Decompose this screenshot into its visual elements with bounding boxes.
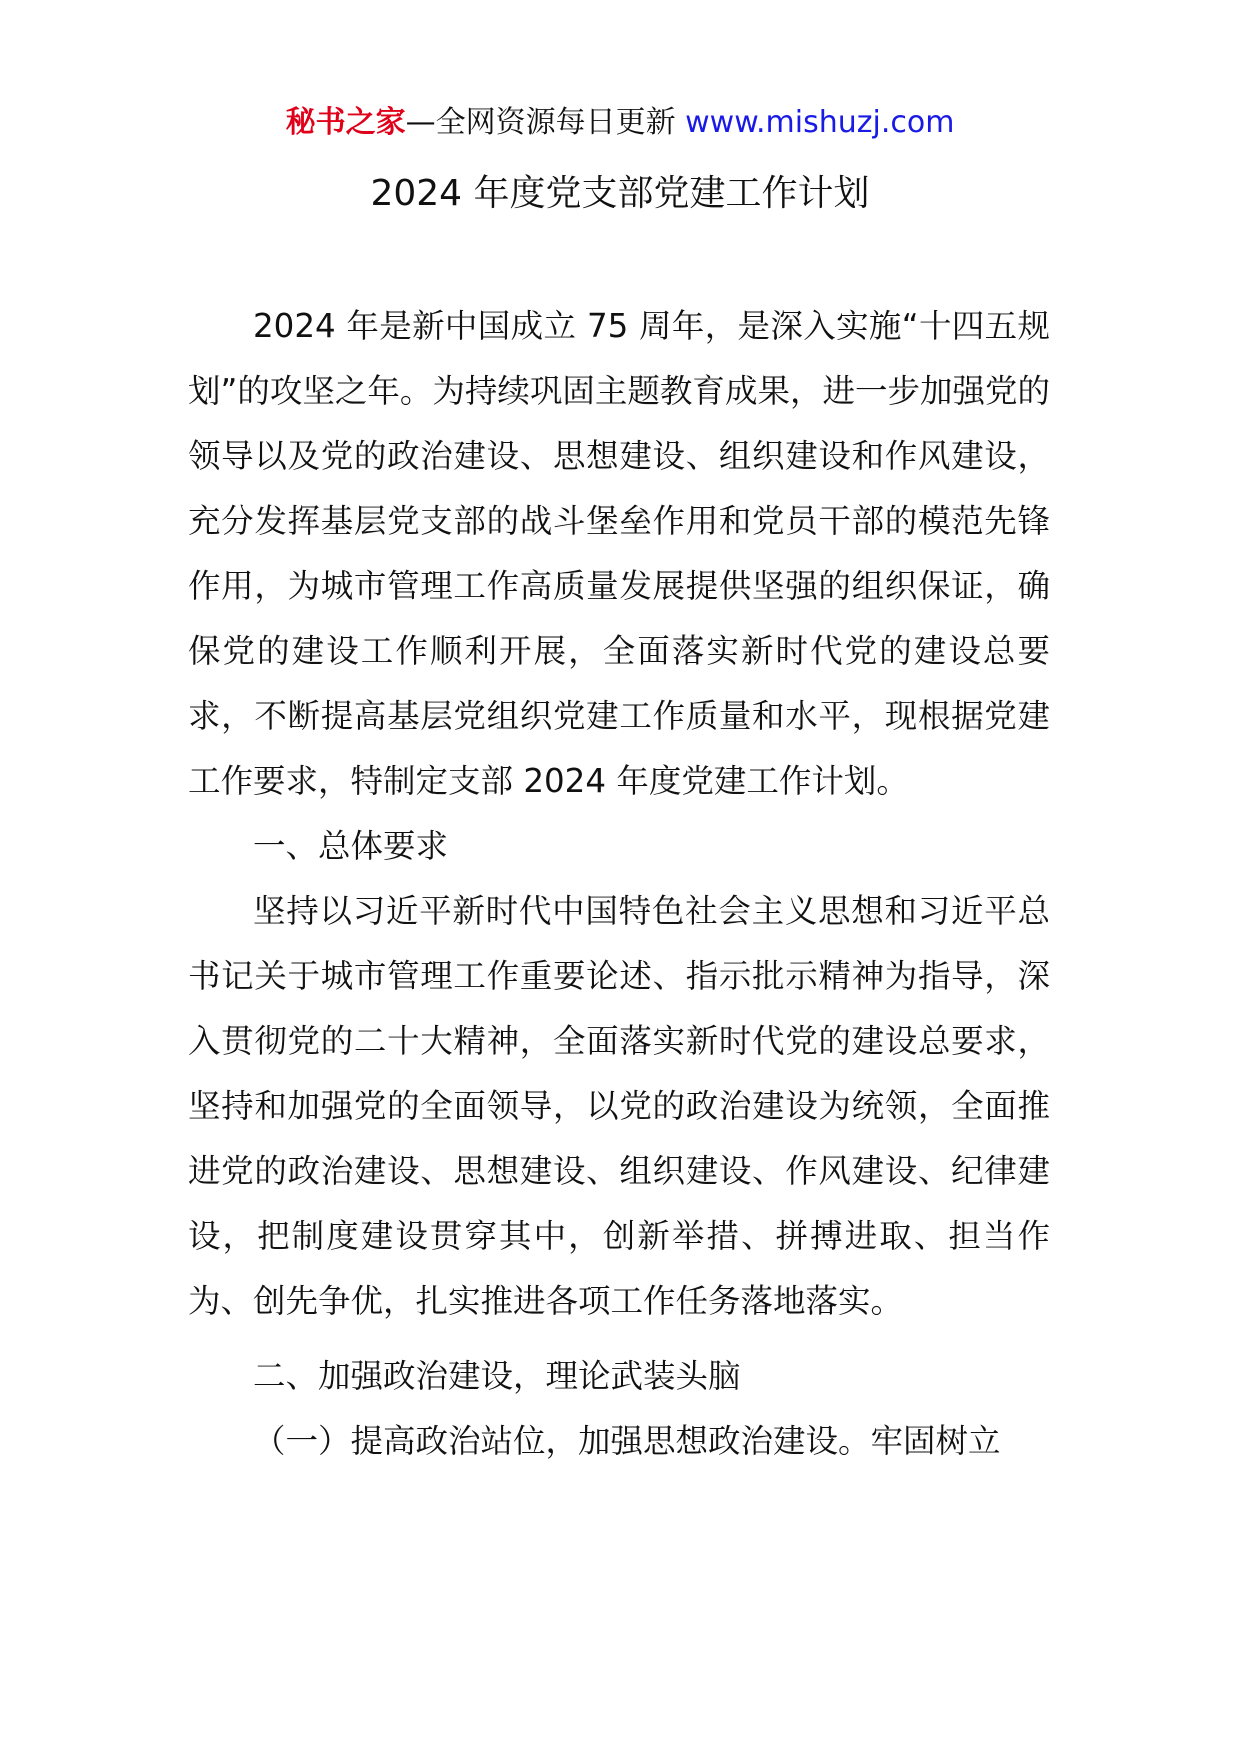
section-1-paragraph: 坚持以习近平新时代中国特色社会主义思想和习近平总书记关于城市管理工作重要论述、指示批示精神为指导，深入贯彻党的二十大精神，全面落实新时代党的建设总要求，坚持和加强党的全面领导，以党的政治建设为统领，全面推进党的政治建设、思想建设、组织建设、作风建设、纪律建设，把制度建设贯穿其中，创新举措、拼搏进取、担当作为、创先争优，扎实推进各项工作任务落地落实。: [188, 892, 1050, 1320]
site-brand: 秘书之家: [285, 105, 406, 140]
intro-paragraph: 2024 年是新中国成立 75 周年，是深入实施“十四五规划”的攻坚之年。为持续巩固主题教育成果，进一步加强党的领导以及党的政治建设、思想建设、组织建设和作风建设，充分发挥基层党支部的战斗堡垒作用和党员干部的模范先锋作用，为城市管理工作高质量发展提供坚强的组织保证，确保党的建设工作顺利开展，全面落实新时代党的建设总要求，不断提高基层党组织党建工作质量和水平，现根据党建工作要求，特制定支部 2024 年度党建工作计划。: [188, 307, 1050, 800]
document-body: [188, 294, 1050, 1474]
section-2-item-1: （一）提高政治站位，加强思想政治建设。牢固树立: [253, 1422, 1001, 1460]
document-title: 2024 年度党支部党建工作计划: [370, 173, 870, 214]
site-header: [0, 100, 1240, 146]
site-slogan: —全网资源每日更新: [405, 105, 686, 140]
section-1-heading: 一、总体要求: [253, 827, 449, 865]
section-2-heading: 二、加强政治建设，理论武装头脑: [253, 1357, 741, 1395]
site-url-link[interactable]: www.mishuzj.com: [685, 105, 955, 140]
